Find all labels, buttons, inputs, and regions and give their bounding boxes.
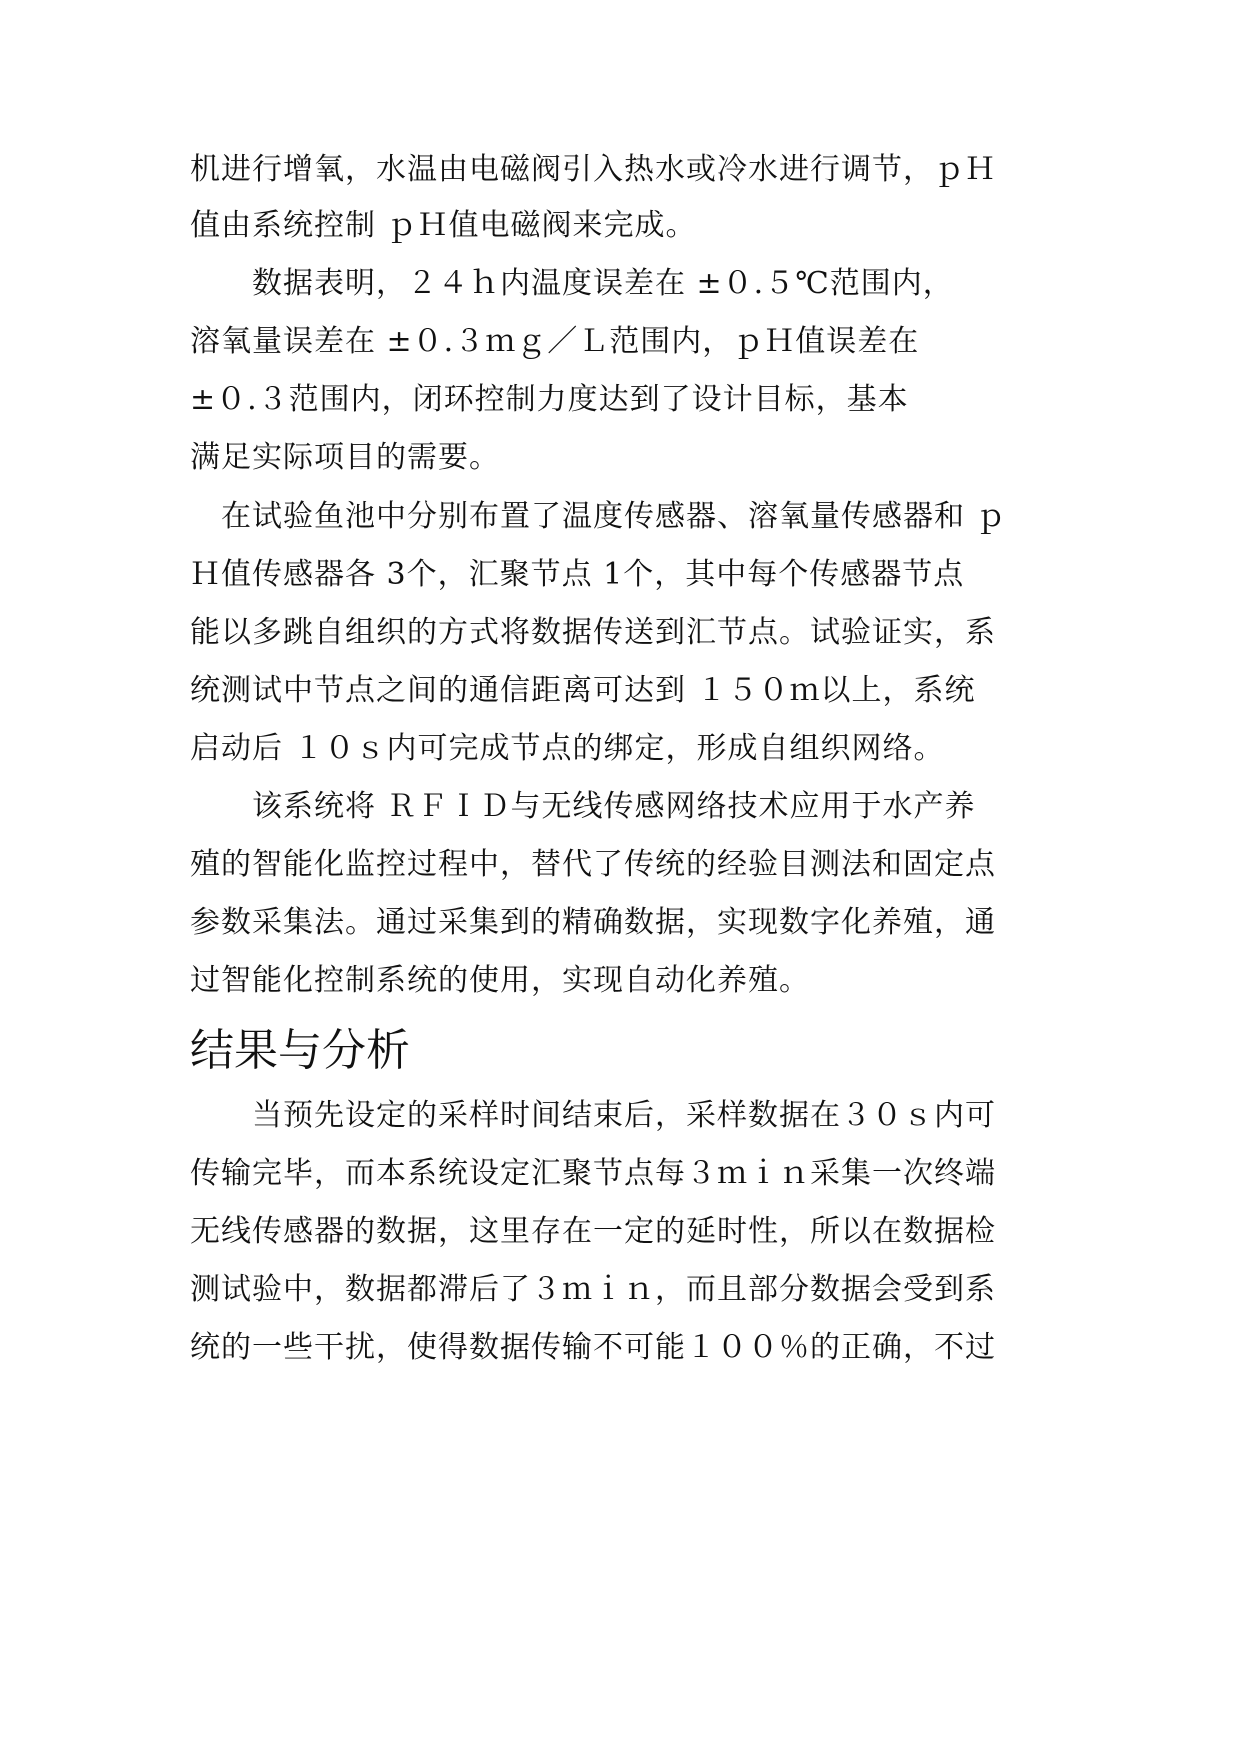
text-line: 启动后 １０ｓ内可完成节点的绑定，形成自组织网络。 xyxy=(190,731,945,766)
text-line: 数据表明，２４ｈ内温度误差在 ±０.５℃范围内， xyxy=(190,266,954,301)
text-line: 过智能化控制系统的使用，实现自动化养殖。 xyxy=(190,963,810,998)
text-line: 统的一些干扰，使得数据传输不可能１００％的正确，不过 xyxy=(190,1330,996,1365)
text-line: 值由系统控制 ｐＨ值电磁阀来完成。 xyxy=(190,208,697,243)
text-line: 参数采集法。通过采集到的精确数据，实现数字化养殖，通 xyxy=(190,905,996,940)
text-line: 测试验中，数据都滞后了３ｍｉｎ，而且部分数据会受到系 xyxy=(190,1272,996,1307)
text-line: ±０.３范围内，闭环控制力度达到了设计目标，基本 xyxy=(190,382,909,417)
text-line: 殖的智能化监控过程中，替代了传统的经验目测法和固定点 xyxy=(190,847,996,882)
text-line: 满足实际项目的需要。 xyxy=(190,440,500,475)
text-line: 该系统将 ＲＦＩＤ与无线传感网络技术应用于水产养 xyxy=(190,789,976,824)
section-heading: 结果与分析 xyxy=(190,1025,410,1076)
text-line: 在试验鱼池中分别布置了温度传感器、溶氧量传感器和 ｐ xyxy=(190,499,1007,534)
text-line: 溶氧量误差在 ±０.３ｍｇ／Ｌ范围内，ｐＨ值误差在 xyxy=(190,324,920,359)
text-line: 无线传感器的数据，这里存在一定的延时性，所以在数据检 xyxy=(190,1214,996,1249)
text-line: 当预先设定的采样时间结束后，采样数据在３０ｓ内可 xyxy=(190,1098,996,1133)
text-line: 统测试中节点之间的通信距离可达到 １５０ｍ以上，系统 xyxy=(190,673,976,708)
text-line: Ｈ值传感器各 3个，汇聚节点 1个，其中每个传感器节点 xyxy=(190,557,965,592)
text-line: 机进行增氧，水温由电磁阀引入热水或冷水进行调节，ｐＨ xyxy=(190,152,996,187)
text-line: 能以多跳自组织的方式将数据传送到汇节点。试验证实，系 xyxy=(190,615,996,650)
text-line: 传输完毕，而本系统设定汇聚节点每３ｍｉｎ采集一次终端 xyxy=(190,1156,996,1191)
